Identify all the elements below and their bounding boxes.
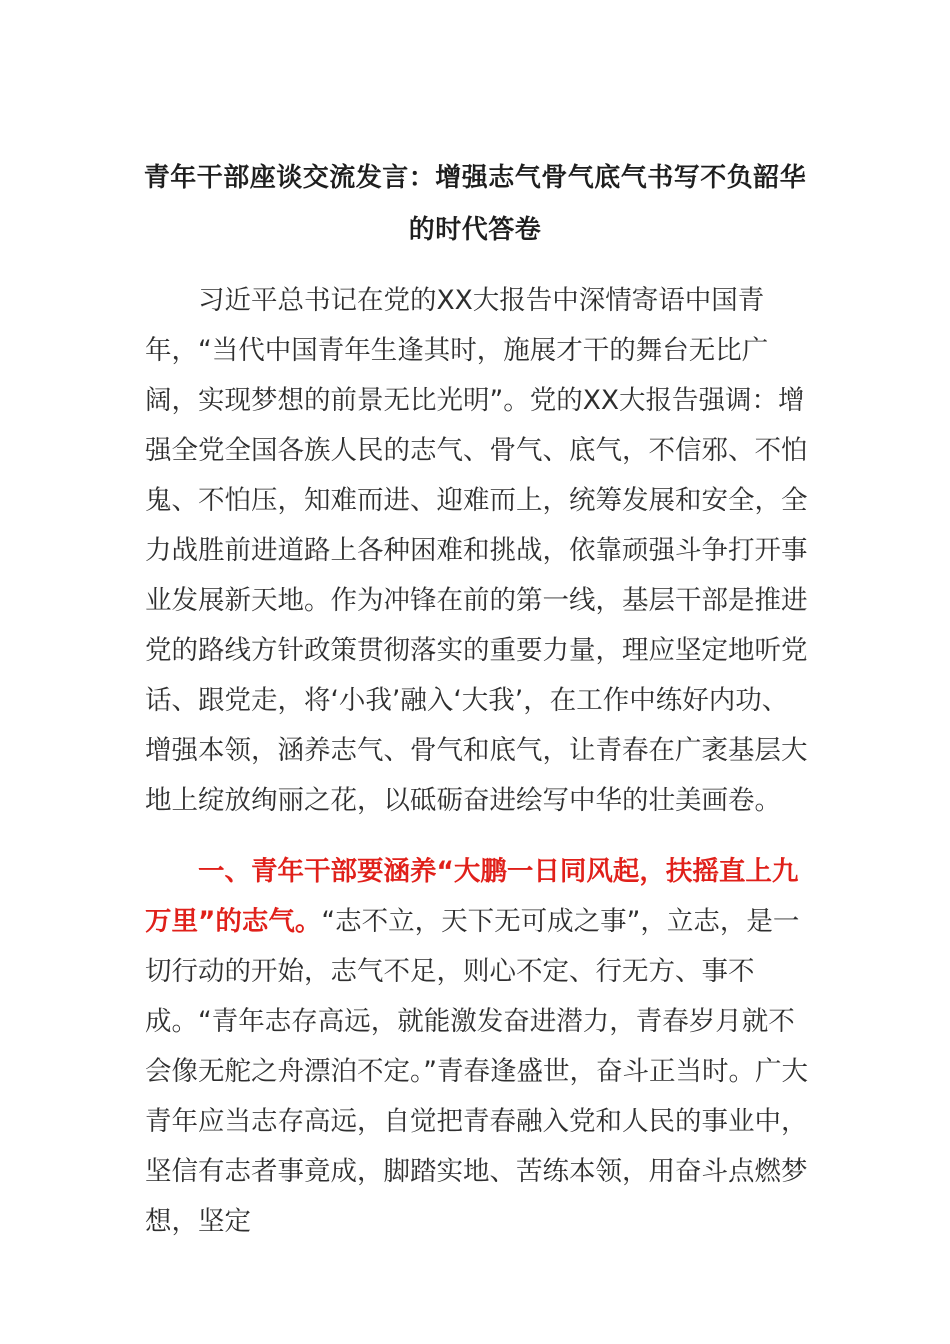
intro-paragraph-text: 习近平总书记在党的XX大报告中深情寄语中国青年，“当代中国青年生逢其时，施展才干的舞台无比广阔，实现梦想的前景无比光明”。党的XX大报告强调：增强全党全国各族人民的志气、骨气、底气，不信邪、不怕鬼、不怕压，知难而进、迎难而上，统筹发展和安全，全力战胜前进道路上各种困难和挑战，依靠顽强斗争打开事业发展新天地。作为冲锋在前的第一线，基层干部是推进党的路线方针政策贯彻落实的重要力量，理应坚定地听党话、跟党走，将‘小我’融入‘大我’，在工作中练好内功、增强本领，涵养志气、骨气和底气，让青春在广袤基层大地上绽放绚丽之花，以砥砺奋进绘写中华的壮美画卷。 bbox=[145, 285, 808, 816]
section-1-body: “志不立，天下无可成之事”，立志，是一切行动的开始，志气不足，则心不定、行无方、事不成。“青年志存高远，就能激发奋进潜力，青春岁月就不会像无舵之舟漂泊不定。”青春逢盛世，奋斗正当时。广大青年应当志存高远，自觉把青春融入党和人民的事业中，坚信有志者事竟成，脚踏实地、苦练本领，用奋斗点燃梦想，坚定 bbox=[145, 906, 808, 1237]
section-1-paragraph bbox=[145, 847, 808, 1247]
title-line-1: 青年干部座谈交流发言：增强志气骨气底气书写不负韶华 bbox=[143, 163, 807, 193]
intro-paragraph bbox=[145, 276, 808, 826]
title-line-2: 的时代答卷 bbox=[408, 215, 542, 245]
document-title bbox=[120, 152, 830, 256]
section-1-heading: 一、青年干部要涵养“大鹏一日同风起，扶摇直上九万里”的志气。 bbox=[145, 856, 799, 937]
